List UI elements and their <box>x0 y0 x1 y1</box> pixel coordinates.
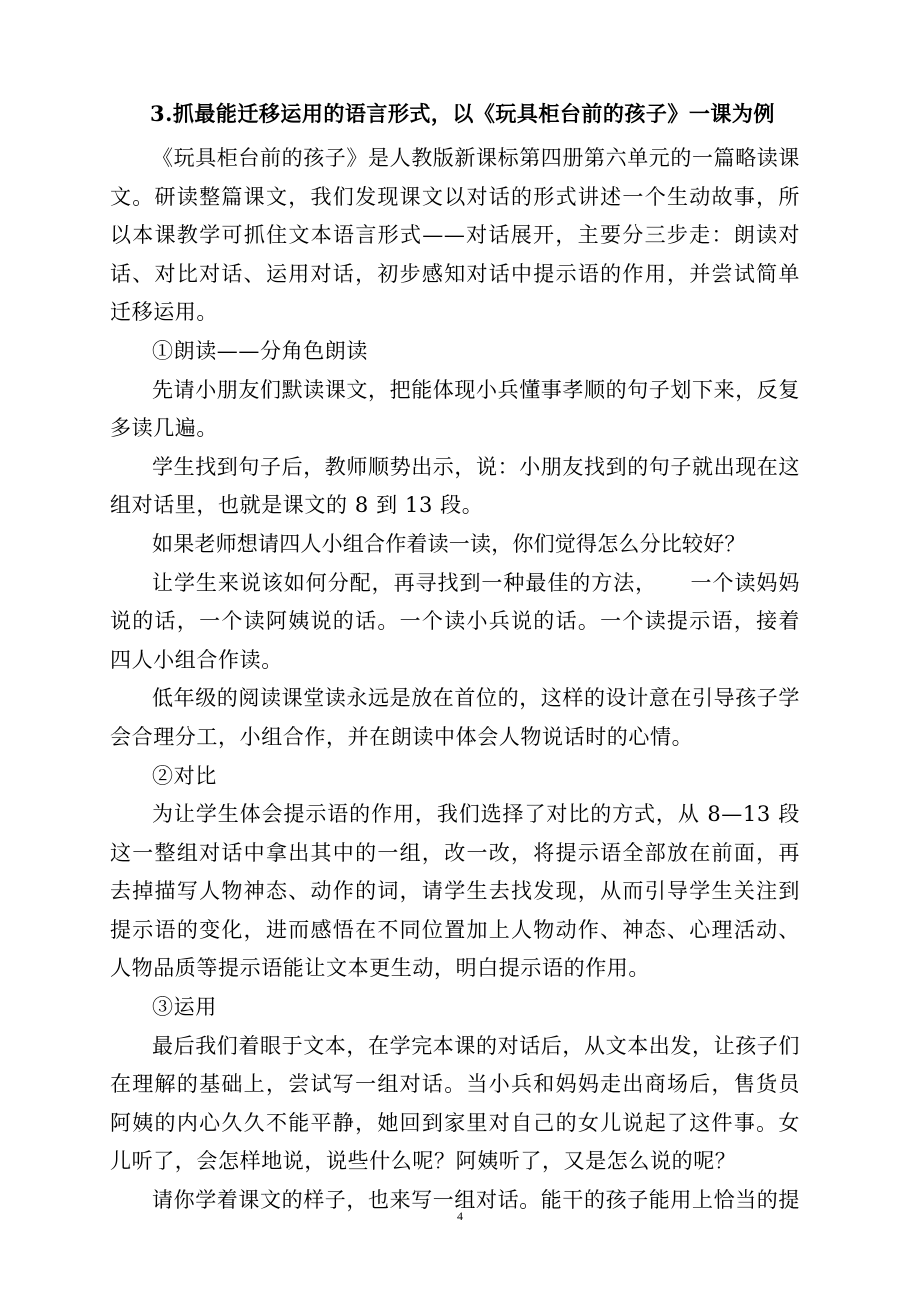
paragraph-comparison: 为让学生体会提示语的作用，我们选择了对比的方式，从 8—13 段这一整组对话中拿出其中的一组，改一改，将提示语全部放在前面，再去掉描写人物神态、动作的词，请学生去找发现，从而引导学生关注到提示语的变化，进而感悟在不同位置加上人物动作、神态、心理活动、人物品质等提示语能让文本更生动，明白提示语的作用。 <box>110 802 800 981</box>
paragraph-step-two-title: ②对比 <box>152 763 217 788</box>
paragraph-show-sentences: 学生找到句子后，教师顺势出示，说：小朋友找到的句子就出现在这组对话里，也就是课文的 8 到 13 段。 <box>110 454 800 518</box>
paragraph-silent-reading: 先请小朋友们默读课文，把能体现小兵懂事孝顺的句子划下来，反复多读几遍。 <box>110 377 800 441</box>
page-number: 4 <box>457 1209 463 1223</box>
paragraph-application: 最后我们着眼于文本，在学完本课的对话后，从文本出发，让孩子们在理解的基础上，尝试写一组对话。当小兵和妈妈走出商场后，售货员阿姨的内心久久不能平静，她回到家里对自己的女儿说起了这件事。女儿听了，会怎样地说，说些什么呢？阿姨听了，又是怎么说的呢？ <box>110 1033 800 1174</box>
paragraph-group-question: 如果老师想请四人小组合作着读一读，你们觉得怎么分比较好？ <box>152 531 746 556</box>
paragraph-step-one-title: ①朗读——分角色朗读 <box>152 338 368 363</box>
paragraph-reading-priority: 低年级的阅读课堂读永远是放在首位的，这样的设计意在引导孩子学会合理分工，小组合作，并在朗读中体会人物说话时的心情。 <box>110 686 800 749</box>
section-heading: 3.抓最能迁移运用的语言形式，以《玩具柜台前的孩子》一课为例 <box>150 101 775 126</box>
paragraph-step-three-title: ③运用 <box>152 995 217 1020</box>
paragraph-writing-task: 请你学着课文的样子，也来写一组对话。能干的孩子能用上恰当的提 <box>152 1188 800 1213</box>
paragraph-role-assignment: 让学生来说该如何分配，再寻找到一种最佳的方法， 一个读妈妈说的话，一个读阿姨说的话。一个读小兵说的话。一个读提示语，接着四人小组合作读。 <box>110 570 800 672</box>
body-text <box>110 139 800 1220</box>
paragraph-intro: 《玩具柜台前的孩子》是人教版新课标第四册第六单元的一篇略读课文。研读整篇课文，我们发现课文以对话的形式讲述一个生动故事，所以本课教学可抓住文本语言形式——对话展开，主要分三步走：朗读对话、对比对话、运用对话，初步感知对话中提示语的作用，并尝试简单迁移运用。 <box>110 146 800 325</box>
